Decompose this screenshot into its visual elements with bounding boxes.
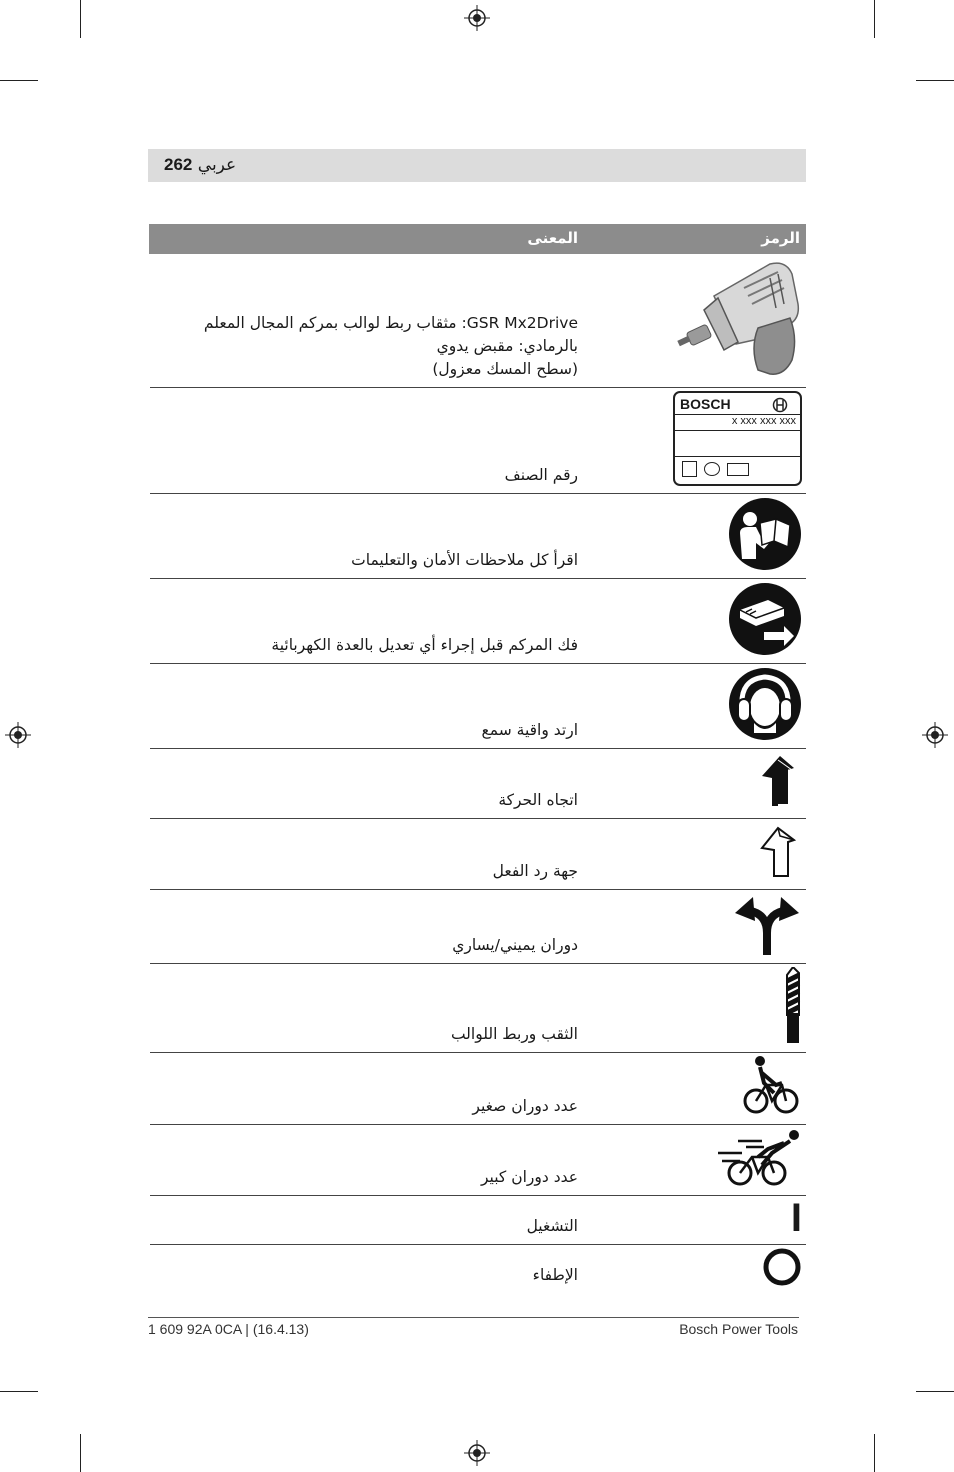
row-meaning: الإطفاء (532, 1266, 578, 1284)
row-meaning: ارتد واقية سمع (481, 721, 578, 739)
table-row (150, 819, 806, 890)
fast-bicycle-icon (718, 1127, 802, 1189)
table-row (150, 388, 806, 494)
row-meaning: رقم الصنف (504, 466, 578, 484)
row-meaning: الثقب وربط اللوالب (450, 1025, 578, 1043)
meaning-line: بالرمادي: مقبض يدوي (436, 337, 578, 355)
crop-mark (0, 80, 38, 81)
nameplate-article-number: x xxx xxx xxx (731, 415, 796, 427)
row-meaning: دوران يميني/يساري (452, 936, 578, 954)
table-row (150, 494, 806, 579)
bosch-logo-icon (772, 397, 788, 413)
table-row (150, 254, 806, 388)
row-meaning: التشغيل (526, 1217, 578, 1235)
crop-mark (80, 1434, 81, 1472)
cordless-screwdriver-icon (674, 258, 802, 378)
row-meaning: اقرأ كل ملاحظات الأمان والتعليمات (351, 551, 578, 569)
slow-bicycle-icon (742, 1055, 800, 1115)
filled-arrow-up-icon (758, 754, 798, 808)
crop-mark (916, 1391, 954, 1392)
nameplate-brand: BOSCH (680, 396, 731, 412)
page-number: 262 (164, 155, 193, 174)
table-row (150, 890, 806, 964)
table-header (149, 224, 806, 254)
row-meaning: عدد دوران كبير (481, 1168, 578, 1186)
row-meaning: عدد دوران صغير (472, 1097, 578, 1115)
drill-bit-icon (785, 967, 801, 1045)
fork-arrows-icon (733, 893, 801, 955)
outline-arrow-up-icon (758, 824, 798, 880)
power-off-icon (763, 1248, 801, 1286)
registration-mark-icon (464, 1440, 490, 1466)
table-row (150, 1053, 806, 1125)
read-manual-icon (728, 497, 802, 571)
table-row (150, 1196, 806, 1245)
remove-battery-icon (728, 582, 802, 656)
meaning-line: GSR Mx2Drive: مثقاب ربط لوالب بمركم المجال المعلم (203, 314, 578, 332)
footer-doc-id: 1 609 92A 0CA | (16.4.13) (148, 1321, 309, 1337)
page-header (164, 150, 236, 180)
header-language: عربي (197, 155, 237, 175)
row-meaning: جهة رد الفعل (492, 862, 578, 880)
table-row (150, 1125, 806, 1196)
table-row (150, 749, 806, 819)
power-on-icon: I (790, 1196, 802, 1240)
row-meaning (148, 312, 578, 381)
row-meaning: فك المركم قبل إجراء أي تعديل بالعدة الكهربائية (271, 636, 578, 654)
footer-brand: Bosch Power Tools (679, 1321, 798, 1337)
crop-mark (916, 80, 954, 81)
bosch-nameplate-icon (673, 391, 802, 486)
row-meaning: اتجاه الحركة (498, 791, 578, 809)
crop-mark (874, 0, 875, 38)
table-row (150, 964, 806, 1053)
column-header-meaning: المعنى (527, 229, 578, 247)
column-header-symbol: الرمز (761, 229, 800, 247)
table-row (150, 664, 806, 749)
table-row (150, 1245, 806, 1293)
registration-mark-icon (464, 5, 490, 31)
registration-mark-icon (5, 722, 31, 748)
table-row (150, 579, 806, 664)
footer-divider (148, 1317, 799, 1318)
crop-mark (80, 0, 81, 38)
ear-protection-icon (728, 667, 802, 741)
registration-mark-icon (922, 722, 948, 748)
crop-mark (0, 1391, 38, 1392)
page-header-band (148, 149, 806, 182)
meaning-line: (سطح المسك معزول) (432, 360, 578, 378)
crop-mark (874, 1434, 875, 1472)
